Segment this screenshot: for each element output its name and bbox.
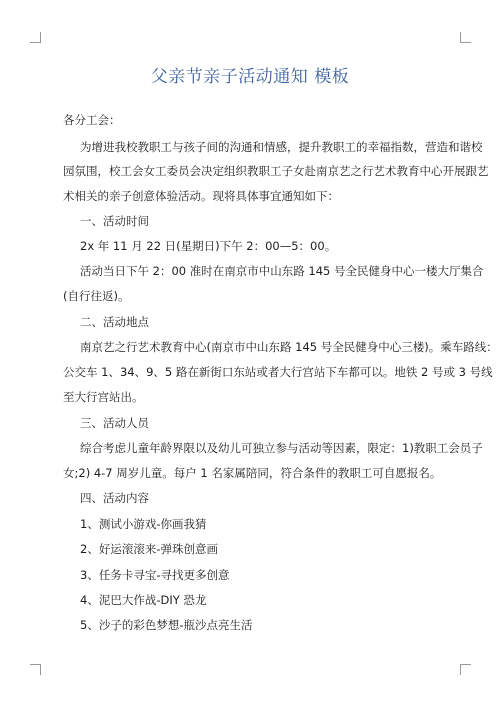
document-title: 父亲节亲子活动通知 模板 — [150, 67, 350, 87]
crop-mark-top-left — [30, 32, 41, 43]
intro-line-2: 园氛围，校工会女工委员会决定组织教职工子女赴南京艺之行艺术教育中心开展跟艺 — [63, 164, 489, 178]
time-line-1: 2x 年 11 月 22 日(星期日)下午 2：00—5：00。 — [80, 239, 337, 253]
section-heading-time: 一、活动时间 — [80, 214, 149, 228]
list-item: 3、任务卡寻宝-寻找更多创意 — [80, 568, 230, 582]
place-line-2: 公交车 1、34、9、5 路在新街口东站或者大行宫站下车都可以。地铁 2 号或 3 号线 — [63, 365, 493, 379]
time-line-2: 活动当日下午 2：00 准时在南京市中山东路 145 号全民健身中心一楼大厅集合 — [80, 264, 484, 278]
section-heading-place: 二、活动地点 — [80, 315, 149, 329]
list-item: 4、泥巴大作战-DIY 恐龙 — [80, 593, 207, 607]
section-heading-content: 四、活动内容 — [80, 491, 149, 505]
intro-line-1: 为增进我校教职工与孩子间的沟通和情感，提升教职工的幸福指数，营造和谐校 — [80, 140, 483, 154]
list-item: 2、好运滚滚来-弹珠创意画 — [80, 542, 218, 556]
salutation: 各分工会： — [63, 113, 121, 127]
crop-mark-bottom-right — [460, 664, 471, 675]
list-item: 5、沙子的彩色梦想-瓶沙点亮生活 — [80, 618, 253, 632]
people-line-1: 综合考虑儿童年龄界限以及幼儿可独立参与活动等因素，限定：1)教职工会员子 — [80, 441, 483, 455]
place-line-3: 至大行宫站出。 — [63, 390, 144, 404]
place-line-1: 南京艺之行艺术教育中心(南京市中山东路 145 号全民健身中心三楼)。乘车路线： — [80, 340, 498, 354]
people-line-2: 女;2) 4-7 周岁儿童。每户 1 名家属陪同，符合条件的教职工可自愿报名。 — [63, 466, 442, 480]
list-item: 1、测试小游戏-你画我猜 — [80, 517, 207, 531]
time-line-3: (自行往返)。 — [63, 289, 130, 303]
crop-mark-bottom-left — [30, 664, 41, 675]
section-heading-people: 三、活动人员 — [80, 416, 149, 430]
intro-line-3: 术相关的亲子创意体验活动。现将具体事宜通知如下： — [63, 189, 339, 203]
crop-mark-top-right — [460, 32, 471, 43]
